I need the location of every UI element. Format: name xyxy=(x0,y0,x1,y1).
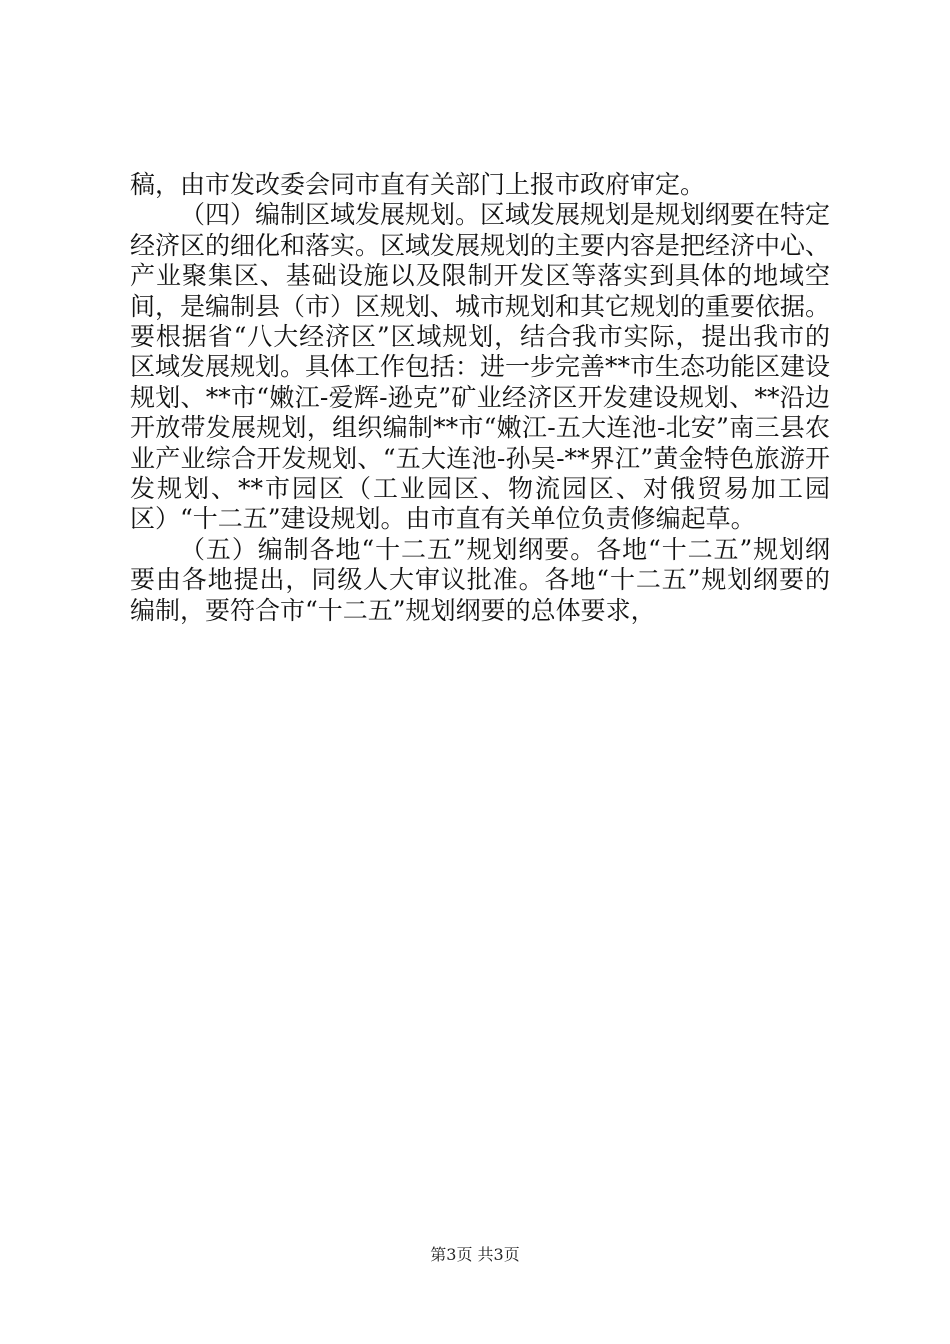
paragraph-section-4: （四）编制区域发展规划。区域发展规划是规划纲要在特定经济区的细化和落实。区域发展规划的主要内容是把经济中心、产业聚集区、基础设施以及限制开发区等落实到具体的地域空间，是编制县（市）区规划、城市规划和其它规划的重要依据。要根据省“八大经济区”区域规划，结合我市实际，提出我市的区域发展规划。具体工作包括：进一步完善**市生态功能区建设规划、**市“嫩江-爱辉-逊克”矿业经济区开发建设规划、**沿边开放带发展规划，组织编制**市“嫩江-五大连池-北安”南三县农业产业综合开发规划、“五大连池-孙吴-**界江”黄金特色旅游开发规划、**市园区（工业园区、物流园区、对俄贸易加工园区）“十二五”建设规划。由市直有关单位负责修编起草。 xyxy=(130,200,831,534)
paragraph-section-5: （五）编制各地“十二五”规划纲要。各地“十二五”规划纲要由各地提出，同级人大审议批准。各地“十二五”规划纲要的编制，要符合市“十二五”规划纲要的总体要求， xyxy=(130,534,830,625)
document-body xyxy=(130,170,830,626)
paragraph-continuation: 稿，由市发改委会同市直有关部门上报市政府审定。 xyxy=(130,170,706,199)
page-footer: 第3页 共3页 xyxy=(430,1245,520,1264)
